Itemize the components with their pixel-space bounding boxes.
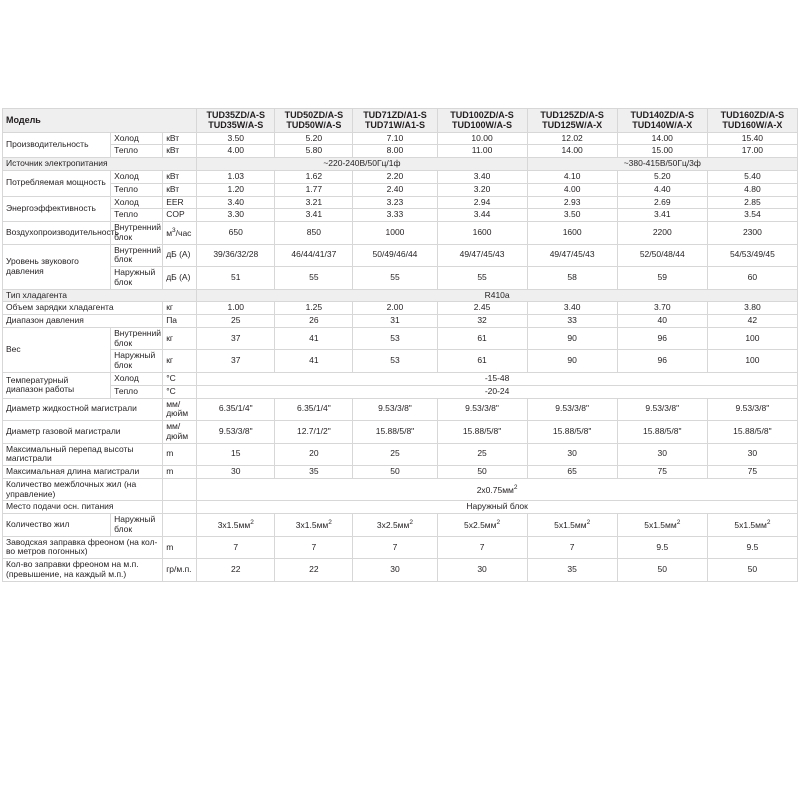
cell-value: 25	[437, 443, 527, 466]
cell-value: 9.53/3/8"	[353, 398, 437, 421]
table-row	[3, 315, 798, 328]
model-header-6: TUD160ZD/A-S TUD160W/A-X	[707, 109, 797, 133]
cell-value: 1.77	[275, 183, 353, 196]
cell-value: 51	[197, 267, 275, 290]
cell-value: 53	[353, 327, 437, 350]
row-unit: EER	[163, 196, 197, 209]
row-sublabel: Тепло	[111, 145, 163, 158]
row-label: Объем зарядки хладагента	[3, 302, 163, 315]
cell-value: 3.33	[353, 209, 437, 222]
row-label: Энергоэффективность	[3, 196, 111, 222]
cell-value: 7.10	[353, 132, 437, 145]
span-value: $2х0.75мм^2$	[197, 478, 798, 501]
cell-value: 42	[707, 315, 797, 328]
cell-value: 7	[527, 536, 617, 559]
cell-value: 9.5	[617, 536, 707, 559]
row-label: Тип хладагента	[3, 289, 197, 302]
cell-value: 3.70	[617, 302, 707, 315]
cell-value: 49/47/45/43	[527, 244, 617, 267]
table-row	[3, 501, 798, 514]
row-sublabel: Холод	[111, 132, 163, 145]
cell-value: 59	[617, 267, 707, 290]
cell-value: 3.23	[353, 196, 437, 209]
cell-value: 1000	[353, 222, 437, 245]
cell-value: 1.03	[197, 170, 275, 183]
row-sublabel: Холод	[111, 373, 163, 386]
specifications-table	[2, 108, 798, 582]
table-row	[3, 222, 798, 245]
row-label: Максимальная длина магистрали	[3, 466, 163, 479]
cell-value: 11.00	[437, 145, 527, 158]
cell-value: 2200	[617, 222, 707, 245]
cell-value: 7	[197, 536, 275, 559]
cell-value: 2.40	[353, 183, 437, 196]
cell-value: 6.35/1/4"	[197, 398, 275, 421]
cell-value: 33	[527, 315, 617, 328]
row-unit: m	[163, 536, 197, 559]
cell-value: 17.00	[707, 145, 797, 158]
cell-value: 30	[353, 559, 437, 582]
cell-value: 15.88/5/8"	[707, 421, 797, 444]
cell-value: 15.88/5/8"	[437, 421, 527, 444]
model-header-0: TUD35ZD/A-S TUD35W/A-S	[197, 109, 275, 133]
row-sublabel: Наружный блок	[111, 350, 163, 373]
cell-value: 41	[275, 327, 353, 350]
cell-value: 15.00	[617, 145, 707, 158]
cell-value: 3.80	[707, 302, 797, 315]
cell-value: 650	[197, 222, 275, 245]
cell-value: 15	[197, 443, 275, 466]
cell-value: 1.25	[275, 302, 353, 315]
cell-value: 8.00	[353, 145, 437, 158]
cell-value: 9.53/3/8"	[197, 421, 275, 444]
row-unit: кг	[163, 302, 197, 315]
cell-value: 30	[437, 559, 527, 582]
cell-value: 15.88/5/8"	[617, 421, 707, 444]
cell-value: 35	[527, 559, 617, 582]
table-row	[3, 514, 798, 537]
cell-value: 25	[197, 315, 275, 328]
cell-value: 55	[275, 267, 353, 290]
row-unit: Па	[163, 315, 197, 328]
cell-value: 2.45	[437, 302, 527, 315]
cell-value: 2.85	[707, 196, 797, 209]
row-label: Потребляемая мощность	[3, 170, 111, 196]
cell-value: 49/47/45/43	[437, 244, 527, 267]
row-unit: мм/ дюйм	[163, 398, 197, 421]
row-label: Диапазон давления	[3, 315, 163, 328]
row-label: Температурный диапазон работы	[3, 373, 111, 399]
cell-value: 2.00	[353, 302, 437, 315]
cell-value: 96	[617, 350, 707, 373]
cell-value: 31	[353, 315, 437, 328]
row-unit: кг	[163, 350, 197, 373]
row-sublabel: Наружный блок	[111, 267, 163, 290]
cell-value: 37	[197, 327, 275, 350]
cell-value: 9.53/3/8"	[617, 398, 707, 421]
row-label: Производительность	[3, 132, 111, 158]
cell-value: 60	[707, 267, 797, 290]
table-row	[3, 145, 798, 158]
table-row	[3, 327, 798, 350]
cell-value: 50	[437, 466, 527, 479]
cell-value: 14.00	[617, 132, 707, 145]
row-unit: °С	[163, 373, 197, 386]
row-unit: °С	[163, 385, 197, 398]
row-label: Диаметр газовой магистрали	[3, 421, 163, 444]
cell-value: 4.00	[197, 145, 275, 158]
cell-value: 1.20	[197, 183, 275, 196]
row-sublabel: Тепло	[111, 209, 163, 222]
table-row	[3, 244, 798, 267]
row-sublabel: Внутренний блок	[111, 222, 163, 245]
row-unit: мм/ дюйм	[163, 421, 197, 444]
table-row	[3, 183, 798, 196]
cell-value: 3.40	[197, 196, 275, 209]
cell-value: 3.40	[527, 302, 617, 315]
cell-value: 3.30	[197, 209, 275, 222]
row-sublabel: Наружный блок	[111, 514, 163, 537]
cell-value: 30	[527, 443, 617, 466]
cell-value: $3х1.5мм^2$	[275, 514, 353, 537]
cell-value: 2300	[707, 222, 797, 245]
row-sublabel: Внутренний блок	[111, 327, 163, 350]
cell-value: 9.5	[707, 536, 797, 559]
cell-value: 50	[617, 559, 707, 582]
cell-value: 12.02	[527, 132, 617, 145]
table-row	[3, 158, 798, 171]
cell-value: 96	[617, 327, 707, 350]
table-row	[3, 209, 798, 222]
cell-value: 3.41	[275, 209, 353, 222]
cell-value: 7	[275, 536, 353, 559]
cell-value: 25	[353, 443, 437, 466]
cell-value: 15.40	[707, 132, 797, 145]
row-unit: гр/м.п.	[163, 559, 197, 582]
cell-value: 2.94	[437, 196, 527, 209]
span-value: -15-48	[197, 373, 798, 386]
cell-value: 2.69	[617, 196, 707, 209]
table-header-row	[3, 109, 798, 133]
cell-value: 90	[527, 350, 617, 373]
row-unit: m	[163, 466, 197, 479]
row-label: Кол-во заправки фреоном на м.п. (превышение, на каждый м.п.)	[3, 559, 163, 582]
span-value: R410a	[197, 289, 798, 302]
cell-value: 46/44/41/37	[275, 244, 353, 267]
cell-value: 6.35/1/4"	[275, 398, 353, 421]
cell-value: 3.50	[527, 209, 617, 222]
table-row	[3, 289, 798, 302]
cell-value: 850	[275, 222, 353, 245]
table-row	[3, 350, 798, 373]
row-unit: дБ (А)	[163, 267, 197, 290]
row-label: Источник электропитания	[3, 158, 197, 171]
cell-value: 20	[275, 443, 353, 466]
cell-value: 41	[275, 350, 353, 373]
model-header-4: TUD125ZD/A-S TUD125W/A-X	[527, 109, 617, 133]
cell-value: 9.53/3/8"	[437, 398, 527, 421]
cell-value: 65	[527, 466, 617, 479]
cell-value: $5х1.5мм^2$	[527, 514, 617, 537]
row-label: Количество жил	[3, 514, 111, 537]
row-unit	[163, 478, 197, 501]
cell-value: 30	[197, 466, 275, 479]
cell-value: 50	[707, 559, 797, 582]
cell-value: 3.21	[275, 196, 353, 209]
cell-value: $3х1.5мм^2$	[197, 514, 275, 537]
row-unit	[163, 501, 197, 514]
cell-value: 90	[527, 327, 617, 350]
row-unit: кВт	[163, 170, 197, 183]
cell-value: 37	[197, 350, 275, 373]
row-label: Воздухопроизводительность	[3, 222, 111, 245]
cell-value: 4.40	[617, 183, 707, 196]
table-body	[3, 109, 798, 582]
cell-value: 9.53/3/8"	[707, 398, 797, 421]
span-value: ~380-415В/50Гц/3ф	[527, 158, 797, 171]
table-row	[3, 443, 798, 466]
cell-value: 75	[617, 466, 707, 479]
table-row	[3, 559, 798, 582]
span-value: ~220-240В/50Гц/1ф	[197, 158, 527, 171]
cell-value: 5.40	[707, 170, 797, 183]
table-row	[3, 421, 798, 444]
row-label: Максимальный перепад высоты магистрали	[3, 443, 163, 466]
row-sublabel: Холод	[111, 196, 163, 209]
span-value: -20-24	[197, 385, 798, 398]
cell-value: 53	[353, 350, 437, 373]
cell-value: 5.20	[617, 170, 707, 183]
cell-value: 9.53/3/8"	[527, 398, 617, 421]
cell-value: 30	[707, 443, 797, 466]
row-unit: $м^3$/час	[163, 222, 197, 245]
cell-value: 55	[437, 267, 527, 290]
cell-value: 61	[437, 350, 527, 373]
cell-value: 58	[527, 267, 617, 290]
table-row	[3, 398, 798, 421]
table-row	[3, 373, 798, 386]
row-unit: кВт	[163, 132, 197, 145]
row-unit: m	[163, 443, 197, 466]
row-label: Количество межблочных жил (на управление)	[3, 478, 163, 501]
cell-value: 22	[197, 559, 275, 582]
table-row	[3, 132, 798, 145]
cell-value: 55	[353, 267, 437, 290]
cell-value: 3.41	[617, 209, 707, 222]
table-row	[3, 196, 798, 209]
cell-value: 3.54	[707, 209, 797, 222]
cell-value: $5х1.5мм^2$	[617, 514, 707, 537]
cell-value: 26	[275, 315, 353, 328]
cell-value: 3.50	[197, 132, 275, 145]
row-label: Вес	[3, 327, 111, 372]
cell-value: 14.00	[527, 145, 617, 158]
row-unit: COP	[163, 209, 197, 222]
row-unit: кВт	[163, 183, 197, 196]
cell-value: 39/36/32/28	[197, 244, 275, 267]
cell-value: 2.20	[353, 170, 437, 183]
row-sublabel: Холод	[111, 170, 163, 183]
cell-value: 40	[617, 315, 707, 328]
cell-value: 4.00	[527, 183, 617, 196]
cell-value: 1600	[437, 222, 527, 245]
cell-value: 30	[617, 443, 707, 466]
model-header-2: TUD71ZD/A1-S TUD71W/A1-S	[353, 109, 437, 133]
cell-value: 3.20	[437, 183, 527, 196]
cell-value: 3.40	[437, 170, 527, 183]
row-sublabel: Тепло	[111, 385, 163, 398]
cell-value: 12.7/1/2"	[275, 421, 353, 444]
cell-value: 5.20	[275, 132, 353, 145]
cell-value: 10.00	[437, 132, 527, 145]
cell-value: $5х1.5мм^2$	[707, 514, 797, 537]
table-row	[3, 267, 798, 290]
cell-value: $3х2.5мм^2$	[353, 514, 437, 537]
row-unit: кВт	[163, 145, 197, 158]
cell-value: 100	[707, 350, 797, 373]
table-row	[3, 302, 798, 315]
cell-value: 50	[353, 466, 437, 479]
row-unit: кг	[163, 327, 197, 350]
table-row	[3, 466, 798, 479]
row-label: Уровень звукового давления	[3, 244, 111, 289]
cell-value: 22	[275, 559, 353, 582]
cell-value: 75	[707, 466, 797, 479]
cell-value: $5х2.5мм^2$	[437, 514, 527, 537]
cell-value: 4.10	[527, 170, 617, 183]
table-row	[3, 170, 798, 183]
cell-value: 54/53/49/45	[707, 244, 797, 267]
row-label: Заводская заправка фреоном (на кол-во метров погонных)	[3, 536, 163, 559]
model-header-1: TUD50ZD/A-S TUD50W/A-S	[275, 109, 353, 133]
span-value: Наружный блок	[197, 501, 798, 514]
table-row	[3, 536, 798, 559]
row-sublabel: Внутренний блок	[111, 244, 163, 267]
cell-value: 35	[275, 466, 353, 479]
cell-value: 100	[707, 327, 797, 350]
cell-value: 1.00	[197, 302, 275, 315]
row-label: Место подачи осн. питания	[3, 501, 163, 514]
cell-value: 50/49/46/44	[353, 244, 437, 267]
model-header-5: TUD140ZD/A-S TUD140W/A-X	[617, 109, 707, 133]
row-unit: дБ (А)	[163, 244, 197, 267]
cell-value: 15.88/5/8"	[353, 421, 437, 444]
row-label: Диаметр жидкостной магистрали	[3, 398, 163, 421]
cell-value: 52/50/48/44	[617, 244, 707, 267]
cell-value: 7	[353, 536, 437, 559]
model-header-3: TUD100ZD/A-S TUD100W/A-S	[437, 109, 527, 133]
row-sublabel: Тепло	[111, 183, 163, 196]
cell-value: 5.80	[275, 145, 353, 158]
cell-value: 1.62	[275, 170, 353, 183]
table-row	[3, 478, 798, 501]
cell-value: 3.44	[437, 209, 527, 222]
model-header-label: Модель	[3, 109, 197, 133]
cell-value: 61	[437, 327, 527, 350]
cell-value: 1600	[527, 222, 617, 245]
row-unit	[163, 514, 197, 537]
cell-value: 4.80	[707, 183, 797, 196]
cell-value: 2.93	[527, 196, 617, 209]
cell-value: 15.88/5/8"	[527, 421, 617, 444]
cell-value: 32	[437, 315, 527, 328]
table-row	[3, 385, 798, 398]
cell-value: 7	[437, 536, 527, 559]
